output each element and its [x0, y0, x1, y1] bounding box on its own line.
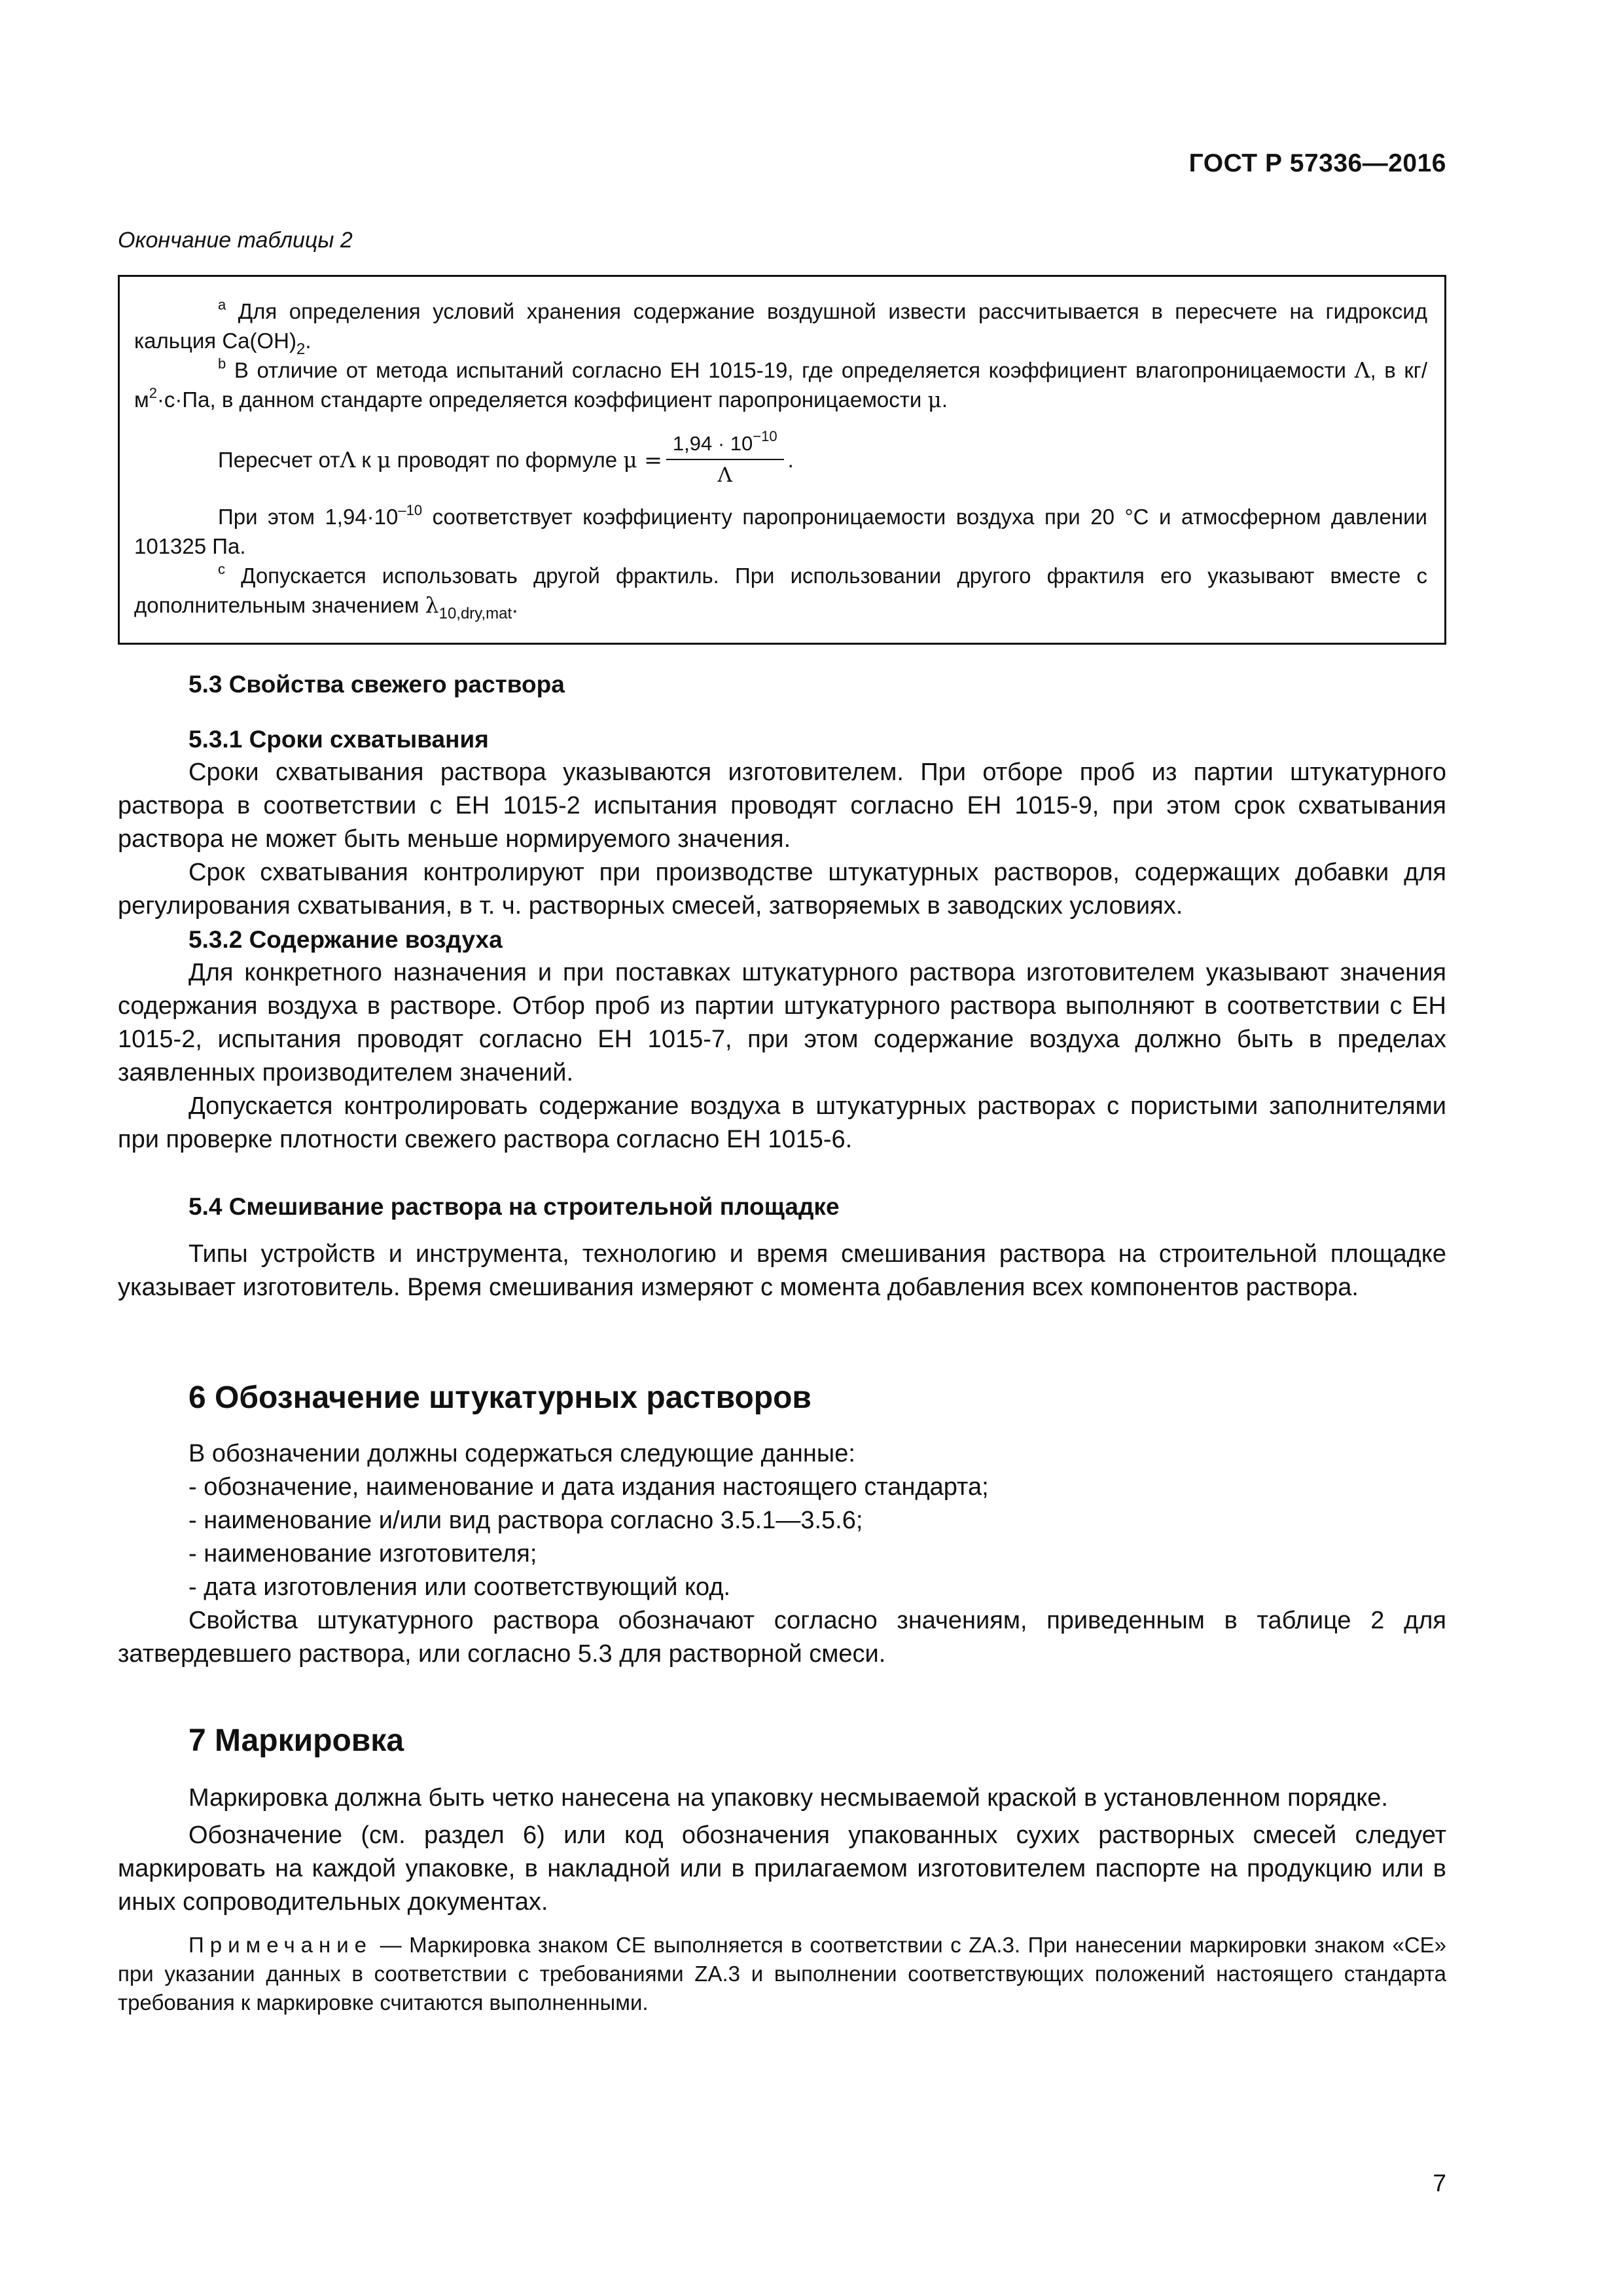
section-7 [118, 1721, 1446, 2017]
document-page [118, 0, 1446, 2296]
footnote-b-mark: b [218, 355, 226, 372]
footnote-b-end: . [941, 387, 948, 412]
formula-lead: Пересчет от [218, 447, 340, 472]
footnote-a-end: . [305, 329, 312, 353]
section-5-3-2-title: 5.3.2 Содержание воздуха [188, 926, 503, 953]
mu-symbol: μ [927, 387, 942, 412]
section-5-4 [118, 1190, 1446, 1304]
section-5-3-1-paragraph-1: Сроки схватывания раствора указываются изготовителем. При отборе проб из партии штукатурного раствора в соответствии с ЕН 1015-2 испытания проводят согласно ЕН 1015-9, при этом срок схватывания раствора не может быть меньше нормируемого значения. [118, 759, 1446, 853]
footnote-b-superscript: 2 [149, 385, 157, 401]
section-7-paragraph-1: Маркировка должна быть четко нанесена на упаковку несмываемой краской в установленном порядке. [188, 1784, 1388, 1812]
footnote-c-lambda: λ [425, 592, 439, 618]
list-item: - наименование изготовителя; [188, 1540, 537, 1568]
table-footnotes-box [118, 275, 1446, 645]
footnote-a [134, 296, 1427, 358]
formula-k: к [355, 447, 378, 472]
formula-numerator [666, 428, 784, 460]
designation-list [118, 1471, 1446, 1604]
footnote-c-end: . [512, 593, 518, 617]
footnote-b-text-2: , в кг/м [134, 358, 1427, 412]
note-label: Примечание [188, 1933, 373, 1957]
footnote-c-text: Допускается использовать другой фрактиль. При использовании другого фрактиля его указывают вместе с дополнительным значением [134, 564, 1427, 617]
formula-fraction [666, 428, 784, 488]
section-7-title: 7 Маркировка [188, 1723, 404, 1758]
section-7-paragraph-2: Обозначение (см. раздел 6) или код обозначения упакованных сухих растворных смесей следует маркировать на каждой упаковке, в накладной или в прилагаемом изготовителем паспорте на продукцию или в иных сопроводительных документах. [118, 1821, 1446, 1916]
list-item: - наименование и/или вид раствора согласно 3.5.1—3.5.6; [188, 1507, 863, 1534]
conversion-formula [134, 430, 1427, 489]
section-6-title: 6 Обозначение штукатурных растворов [188, 1380, 812, 1415]
footnote-b-text-3: ·с·Па, в данном стандарте определяется коэффициент паропроницаемости [156, 387, 928, 412]
section-6 [118, 1378, 1446, 1671]
footnote-a-mark: а [218, 296, 226, 313]
footnote-b [134, 355, 1427, 414]
formula-mid: проводят по формуле [391, 447, 624, 472]
table-end-caption: Окончание таблицы 2 [118, 228, 353, 253]
note-text: — Маркировка знаком СЕ выполняется в соответствии с ZA.3. При нанесении маркировки знаком «СЕ» при указании данных в соответствии с требованиями ZA.3 и выполнении соответствующих положений настоящего стандарта требования к маркировке считаются выполненными. [118, 1933, 1446, 2015]
section-5-4-title: 5.4 Смешивание раствора на строительной площадке [188, 1193, 840, 1220]
section-5-3 [118, 668, 1446, 701]
page-number: 7 [1433, 2170, 1446, 2197]
section-6-paragraph-2: Свойства штукатурного раствора обозначают согласно значениям, приведенным в таблице 2 для затвердевшего раствора, или согласно 5.3 для растворной смеси. [118, 1607, 1446, 1668]
formula-numerator-text: 1,94 · 10 [672, 432, 753, 455]
formula-end: . [787, 447, 794, 472]
list-item: - дата изготовления или соответствующий код. [188, 1573, 731, 1601]
section-5-3-1-title: 5.3.1 Сроки схватывания [188, 726, 489, 753]
formula-lambda: Λ [340, 446, 356, 473]
formula-explanation [134, 502, 1427, 561]
footnote-b-text: В отличие от метода испытаний согласно ЕН 1015-19, где определяется коэффициент влагопроницаемости [226, 358, 1355, 382]
footnote-a-text: Для определения условий хранения содержание воздушной извести рассчитывается в пересчете на гидроксид кальция Ca(OH) [134, 299, 1427, 353]
section-5-4-paragraph: Типы устройств и инструмента, технологию и время смешивания раствора на строительной площадке указывает изготовитель. Время смешивания измеряют с момента добавления всех компонентов раствора. [118, 1240, 1446, 1301]
formula-exponent: −10 [753, 428, 777, 444]
section-5-3-2-paragraph-2: Допускается контролировать содержание воздуха в штукатурных растворах с пористыми заполнителями при проверке плотности свежего раствора согласно ЕН 1015-6. [118, 1092, 1446, 1153]
formula-explanation-text-2: соответствует коэффициенту паропроницаемости воздуха при 20 °С и атмосферном давлении 101325 Па. [134, 505, 1427, 558]
section-5-3-title: 5.3 Свойства свежего раствора [188, 671, 565, 698]
section-6-intro: В обозначении должны содержаться следующие данные: [188, 1440, 855, 1467]
footnote-a-subscript: 2 [296, 340, 306, 358]
section-5-3-1-paragraph-2: Срок схватывания контролируют при производстве штукатурных растворов, содержащих добавки для регулирования схватывания, в т. ч. растворных смесей, затворяемых в заводских условиях. [118, 859, 1446, 920]
footnote-c [134, 561, 1427, 620]
footnote-c-mark: с [218, 561, 225, 577]
formula-mu: μ [377, 446, 391, 473]
section-5-3-1 [118, 723, 1446, 1157]
formula-explanation-text: При этом 1,94·10 [218, 505, 399, 529]
footnote-c-subscript: 10,dry,mat [438, 605, 512, 622]
list-item: - обозначение, наименование и дата издания настоящего стандарта; [188, 1473, 989, 1501]
formula-denominator: Λ [717, 463, 732, 487]
formula-explanation-exponent: –10 [398, 502, 423, 518]
standard-code: ГОСТ Р 57336—2016 [1188, 149, 1446, 177]
section-5-3-2-paragraph-1: Для конкретного назначения и при поставках штукатурного раствора изготовителем указывают значения содержания воздуха в растворе. Отбор проб из партии штукатурного раствора выполняют в соответствии с ЕН 1015-2, испытания проводят согласно ЕН 1015-7, при этом содержание воздуха должно быть в пределах заявленных производителем значений. [118, 959, 1446, 1086]
lambda-symbol: Λ [1354, 357, 1370, 383]
note [118, 1931, 1446, 2017]
formula-mu-equals: μ = [623, 446, 662, 473]
